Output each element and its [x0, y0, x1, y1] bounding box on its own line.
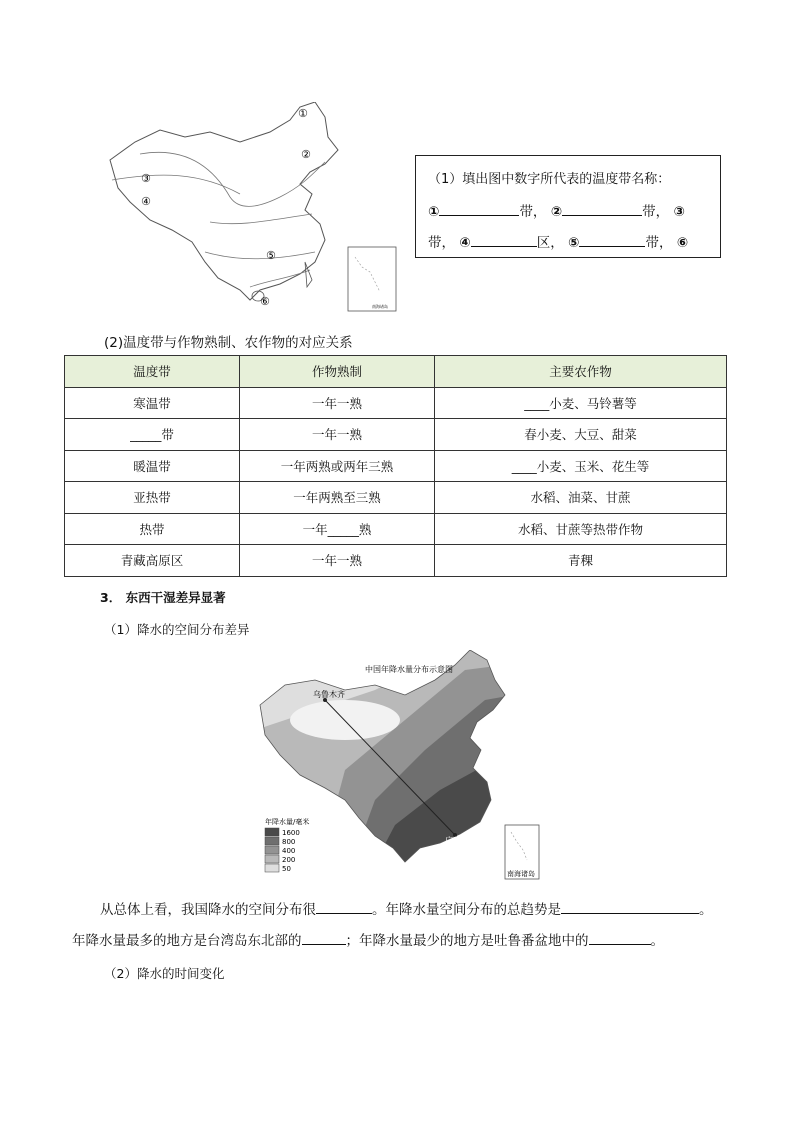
precipitation-map	[255, 650, 543, 882]
map-title: 中国年降水量分布示意图	[365, 665, 453, 674]
table-cell: 寒温带	[65, 387, 240, 419]
answer-blank[interactable]	[589, 931, 651, 945]
table-cell: ____小麦、玉米、花生等	[435, 450, 727, 482]
legend-swatch	[265, 837, 279, 845]
south-china-sea-inset	[348, 247, 396, 311]
zone-number: ①	[428, 204, 440, 220]
zone-number: ⑥	[676, 235, 689, 251]
answer-blank[interactable]	[302, 931, 346, 945]
legend-swatch	[265, 846, 279, 854]
question-box	[415, 155, 721, 258]
table-cell: 暖温带	[65, 450, 240, 482]
question-prompt: （1）填出图中数字所代表的温度带名称：	[428, 172, 671, 187]
inset-label: 南海诸岛	[507, 870, 535, 878]
legend-value: 50	[282, 865, 291, 873]
table-cell: ____小麦、马铃薯等	[435, 387, 727, 419]
city-label: 乌鲁木齐	[313, 690, 345, 699]
question-answer-line-2: 带， ④ 区， ⑤ 带， ⑥	[428, 235, 689, 251]
question-answer-line-1: ① 带， ② 带， ③	[428, 204, 685, 220]
answer-blank[interactable]	[561, 900, 699, 914]
legend-value: 800	[282, 838, 296, 846]
zone-label: ④	[141, 195, 151, 208]
table-cell: 青稞	[435, 545, 727, 577]
legend-value: 200	[282, 856, 296, 864]
zone-label: ③	[141, 172, 151, 185]
table-row	[65, 482, 727, 514]
answer-blank[interactable]	[579, 233, 645, 247]
map-legend	[265, 817, 309, 873]
section-number: 3．	[100, 590, 122, 605]
zone-label: ②	[301, 148, 311, 161]
zone-number: ⑤	[568, 235, 580, 251]
legend-swatch	[265, 828, 279, 836]
table-row	[65, 419, 727, 451]
answer-blank[interactable]	[316, 900, 372, 914]
city-label: 广州	[445, 836, 461, 845]
table-row	[65, 387, 727, 419]
answer-blank[interactable]	[439, 202, 519, 216]
table-row	[65, 513, 727, 545]
table-cell: 亚热带	[65, 482, 240, 514]
table-cell: 一年一熟	[240, 387, 435, 419]
legend-value: 1600	[282, 829, 300, 837]
paragraph-line-1: 从总体上看，我国降水的空间分布很 。年降水量空间分布的总趋势是 。	[100, 902, 713, 918]
subsection-1-title: （1）降水的空间分布差异	[104, 622, 250, 637]
zone-label: ⑤	[266, 249, 276, 262]
answer-blank[interactable]	[471, 233, 537, 247]
table-row	[65, 450, 727, 482]
table-cell: 一年一熟	[240, 419, 435, 451]
section-title: 东西干湿差异显著	[125, 590, 226, 605]
table-cell: 水稻、油菜、甘蔗	[435, 482, 727, 514]
table-cell: 一年两熟或两年三熟	[240, 450, 435, 482]
section-2-title: (2)温度带与作物熟制、农作物的对应关系	[104, 335, 353, 351]
answer-blank[interactable]	[562, 202, 642, 216]
table-header-row	[65, 356, 727, 388]
table-cell: 热带	[65, 513, 240, 545]
table-cell: 一年两熟至三熟	[240, 482, 435, 514]
legend-title: 年降水量/毫米	[265, 818, 310, 826]
table-cell: _____带	[65, 419, 240, 451]
zone-number: ④	[459, 235, 471, 251]
temperature-zone-table	[64, 355, 727, 577]
legend-value: 400	[282, 847, 296, 855]
table-cell: 一年一熟	[240, 545, 435, 577]
subsection-2-title: （2）降水的时间变化	[104, 966, 225, 981]
table-cell: 春小麦、大豆、甜菜	[435, 419, 727, 451]
zone-label: ⑥	[260, 295, 270, 308]
table-header: 温度带	[65, 356, 240, 388]
table-row	[65, 545, 727, 577]
zone-number: ③	[673, 204, 685, 220]
paragraph-line-2: 年降水量最多的地方是台湾岛东北部的 ；年降水量最少的地方是吐鲁番盆地中的 。	[72, 933, 664, 949]
table-cell: 青藏高原区	[65, 545, 240, 577]
section-3-heading	[100, 588, 226, 606]
table-header: 主要农作物	[435, 356, 727, 388]
inset-label: 南海诸岛	[372, 304, 388, 309]
table-header: 作物熟制	[240, 356, 435, 388]
zone-number: ②	[550, 204, 563, 220]
table-cell: 水稻、甘蔗等热带作物	[435, 513, 727, 545]
legend-swatch	[265, 864, 279, 872]
table-cell: 一年_____熟	[240, 513, 435, 545]
zone-label: ①	[298, 107, 308, 120]
temperature-zone-map	[100, 102, 410, 312]
legend-swatch	[265, 855, 279, 863]
